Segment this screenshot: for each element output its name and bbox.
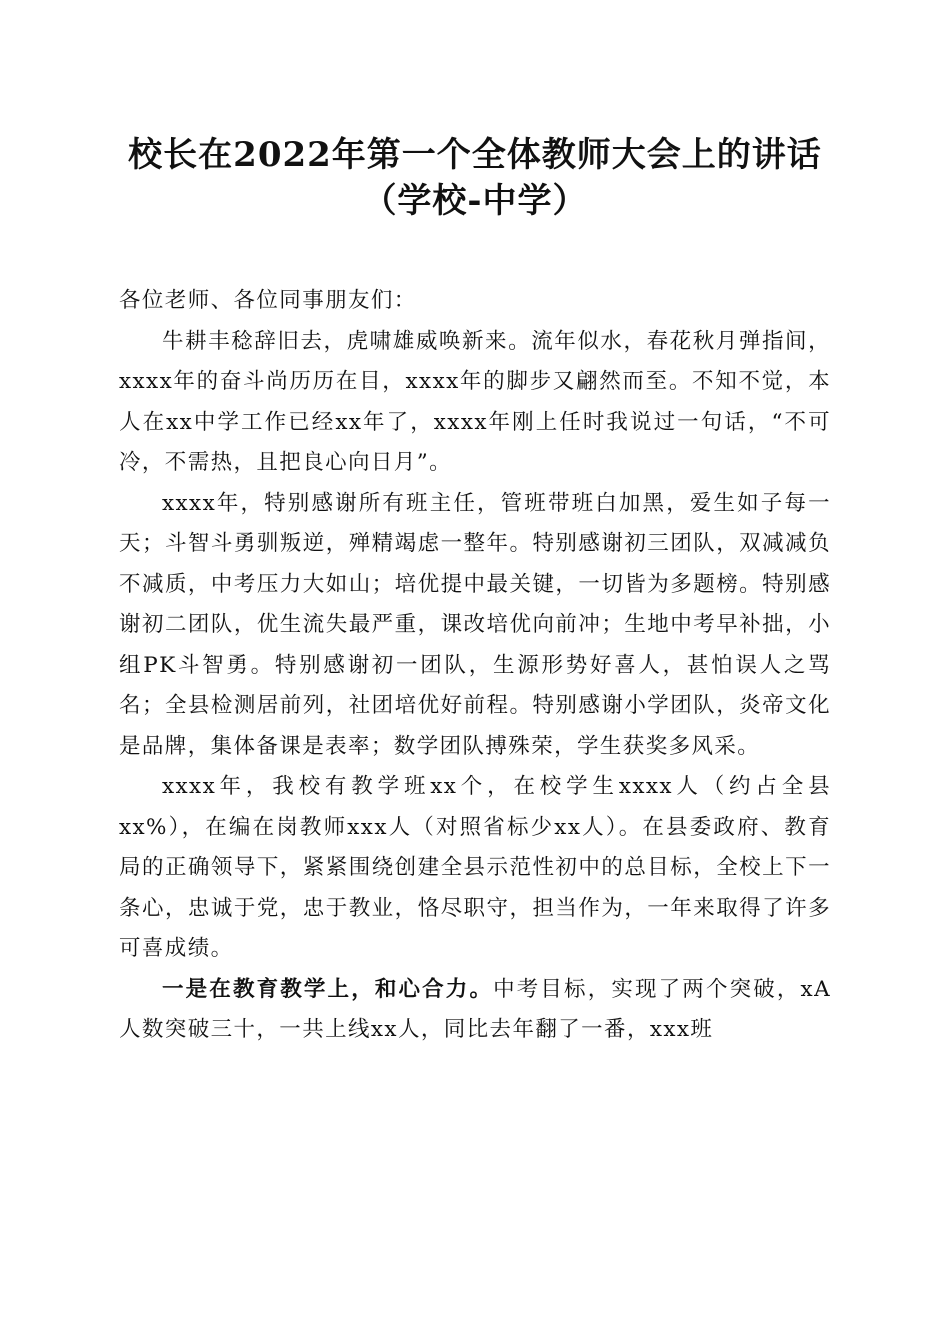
paragraph-4-text: 中考目标，实现了两个突破，xA人数突破三十，一共上线xx人，同比去年翻了一番，xxx班 <box>119 976 831 1042</box>
salutation: 各位老师、各位同事朋友们： <box>119 288 417 313</box>
document-body <box>119 281 831 1051</box>
paragraph-2: xxxx年，特别感谢所有班主任，管班带班白加黑，爱生如子每一天；斗智斗勇驯叛逆，殚精竭虑一整年。特别感谢初三团队，双减减负不减质，中考压力大如山；培优提中最关键，一切皆为多题榜。特别感谢初二团队，优生流失最严重，课改培优向前冲；生地中考早补拙，小组PK斗智勇。特别感谢初一团队，生源形势好喜人，甚怕误人之骂名；全县检测居前列，社团培优好前程。特别感谢小学团队，炎帝文化是品牌，集体备课是表率；数学团队搏殊荣，学生获奖多风采。 <box>119 490 831 759</box>
paragraph-3: xxxx年，我校有教学班xx个，在校学生xxxx人（约占全县xx%），在编在岗教师xxx人（对照省标少xx人）。在县委政府、教育局的正确领导下，紧紧围绕创建全县示范性初中的总目标，全校上下一条心，忠诚于党，忠于教业，恪尽职守，担当作为，一年来取得了许多可喜成绩。 <box>119 774 831 961</box>
title-line-2: （学校-中学） <box>362 181 588 221</box>
paragraph-4 <box>119 970 831 1051</box>
paragraph-1: 牛耕丰稔辞旧去，虎啸雄威唤新来。流年似水，春花秋月弹指间，xxxx年的奋斗尚历历在目，xxxx年的脚步又翩然而至。不知不觉，本人在xx中学工作已经xx年了，xxxx年刚上任时我说过一句话，“不可冷，不需热，且把良心向日月”。 <box>119 328 831 475</box>
document-title <box>100 132 850 224</box>
paragraph-4-lead: 一是在教育教学上，和心合力。 <box>162 976 494 1002</box>
title-line-1: 校长在2022年第一个全体教师大会上的讲话 <box>128 135 822 175</box>
